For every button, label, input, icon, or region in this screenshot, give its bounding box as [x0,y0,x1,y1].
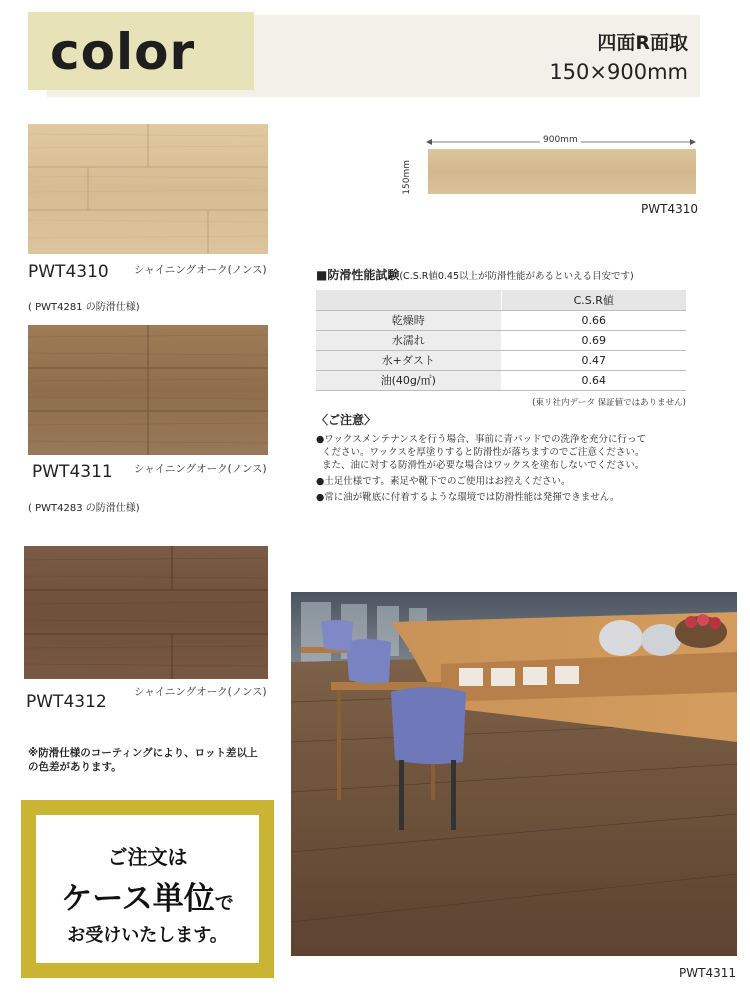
caution-line: ください。ワックスを厚塗りすると防滑性が落ちますのでご注意ください。 [322,447,645,458]
slip-test-subtitle: (C.S.R値0.45以上が防滑性能があるといえる目安です) [399,271,634,282]
order-notice-box [21,800,274,978]
table-row [316,350,686,370]
color-difference-note [28,746,278,774]
condition-cell: 乾燥時 [316,310,501,330]
table-header-row [316,290,686,310]
swatch-image-pwt4311 [28,325,268,455]
swatch-note: ( PWT4281 の防滑仕様) [28,302,140,313]
swatch-code-pwt4312: PWT4312 [26,692,107,712]
table-row [316,310,686,330]
table-row [316,330,686,350]
note-line: の色差があります。 [28,761,122,773]
order-line-2 [36,873,259,918]
dimension-height-label: 150mm [402,160,412,195]
condition-cell: 水+ダスト [316,350,501,370]
swatch-image-pwt4310 [28,124,268,254]
swatch-code-pwt4311: PWT4311 [32,462,113,482]
caution-title: 〈ご注意〉 [316,413,377,427]
note-line: ※防滑仕様のコーティングにより、ロット差以上 [28,747,258,759]
value-cell: 0.47 [501,350,686,370]
caution-line: ●常に油が靴底に付着するような環境では防滑性能は発揮できません。 [316,492,620,503]
caution-line: ●ワックスメンテナンスを行う場合、事前に青パッドでの洗浄を充分に行って [316,434,646,445]
swatch-desc: シャイニングオーク(ノンス) [134,686,267,698]
size-label: 150×900mm [549,60,688,84]
swatch-image-pwt4312 [24,546,268,679]
slip-test-title-text: ■防滑性能試験 [316,268,400,282]
table-note: (東リ社内データ 保証値ではありません) [532,398,686,408]
slip-test-title [316,266,634,283]
swatch-code-pwt4310: PWT4310 [28,262,109,282]
value-cell: 0.66 [501,310,686,330]
swatch-desc: シャイニングオーク(ノンス) [134,264,267,276]
condition-cell: 水濡れ [316,330,501,350]
slip-test-table [316,290,686,391]
table-header-cell [316,290,501,310]
table-row [316,370,686,390]
caution-line: また、油に対する防滑性が必要な場合はワックスを塗布しないでください。 [322,460,645,471]
plank-diagram [428,149,696,194]
order-notice-inner [36,815,259,963]
profile-label: 四面R面取 [597,32,688,54]
condition-cell: 油(40g/㎡) [316,370,501,390]
plank-code: PWT4310 [641,202,698,216]
order-case-unit: ケース単位 [61,881,215,917]
swatch-desc: シャイニングオーク(ノンス) [134,463,267,475]
order-line-1: ご注文は [107,845,188,869]
value-cell: 0.64 [501,370,686,390]
order-particle: で [214,892,234,914]
value-cell: 0.69 [501,330,686,350]
caution-line: ●土足仕様です。素足や靴下でのご使用はお控えください。 [316,476,571,487]
table-header-cell: C.S.R値 [501,290,686,310]
photo-code: PWT4311 [679,966,736,980]
dimension-width-label: 900mm [540,135,581,145]
swatch-note: ( PWT4283 の防滑仕様) [28,503,140,514]
order-line-3: お受けいたします。 [67,925,228,946]
page-title: color [50,23,196,81]
room-photo [291,592,737,956]
